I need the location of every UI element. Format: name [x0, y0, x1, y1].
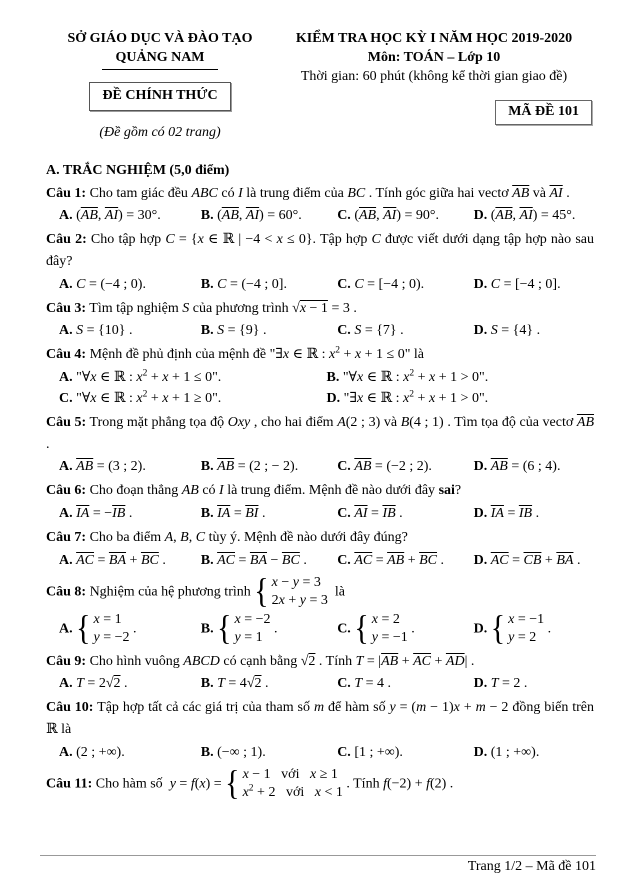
- answer-option-c: C. S = {7} .: [337, 323, 404, 339]
- answer-option-c: C. $\overline{AI} = \overline{IB}$ .: [337, 506, 403, 522]
- question-text: Câu 1: Cho tam giác đều ABC có I là trung điểm của BC . Tính góc giữa hai vectơ $\overline{AB}$ và $\overline{AI}$ .: [46, 185, 570, 201]
- question-block: [46, 344, 594, 409]
- question-label: Câu 7:: [46, 530, 87, 546]
- exam-code-box: MÃ ĐỀ 101: [495, 100, 592, 125]
- option-key: A.: [59, 621, 73, 637]
- option-key: D.: [473, 323, 488, 339]
- exam-subject: Môn: TOÁN – Lớp 10: [367, 49, 501, 65]
- page-footer: [40, 855, 596, 875]
- answer-option-d: D. S = {4} .: [473, 323, 541, 339]
- question-text: Câu 6: Cho đoạn thẳng AB có I là trung điểm. Mệnh đề nào dưới đây sai?: [46, 483, 462, 499]
- option-key: B.: [200, 323, 214, 339]
- question-label: Câu 4:: [46, 347, 87, 363]
- option-key: D.: [473, 506, 488, 522]
- question-label: Câu 3:: [46, 300, 87, 316]
- answer-option-c: C. "∀x ∈ ℝ : $x^2 + x + 1 \ge 0$".: [59, 389, 222, 406]
- answer-options: [46, 320, 594, 341]
- exam-duration: Thời gian: 60 phút (không kể thời gian giao đề): [300, 68, 568, 84]
- question-block: [46, 697, 594, 762]
- answer-options: [46, 456, 594, 477]
- option-key: A.: [59, 676, 73, 692]
- option-key: C.: [337, 621, 351, 637]
- answer-option-b: B. "∀x ∈ ℝ : $x^2 + x + 1 > 0$".: [326, 368, 489, 385]
- answer-options: [46, 673, 594, 694]
- option-key: D.: [473, 744, 488, 760]
- issuer-province: QUẢNG NAM: [102, 49, 217, 70]
- question-block: [46, 183, 594, 227]
- question-text: Câu 7: Cho ba điểm A, B, C tùy ý. Mệnh đề nào dưới đây đúng?: [46, 530, 408, 546]
- option-key: D.: [326, 391, 341, 406]
- answer-option-b: B. S = {9} .: [200, 323, 267, 339]
- answer-option-d: D. T = 2 .: [473, 676, 528, 692]
- option-key: C.: [59, 391, 73, 406]
- option-key: D.: [473, 621, 488, 637]
- question-label: Câu 8:: [46, 584, 87, 600]
- answer-option-c: C. $\overline{AB} = (-2$ ; 2).: [337, 459, 432, 475]
- answer-option-a: A. { x = 1 y = −2 .: [59, 609, 137, 648]
- option-key: D.: [473, 552, 488, 568]
- option-key: C.: [337, 552, 351, 568]
- option-key: B.: [200, 506, 214, 522]
- answer-option-a: A. ($\overline{AB}$, $\overline{AI}) = 30^\circ$.: [59, 208, 161, 224]
- option-key: D.: [473, 676, 488, 692]
- answer-option-a: A. S = {10} .: [59, 323, 133, 339]
- answer-option-d: D. "∃x ∈ ℝ : $x^2 + x + 1 > 0$".: [326, 389, 489, 406]
- answer-option-c: C. [1 ; +∞).: [337, 744, 403, 760]
- answer-option-d: D. C = [−4 ; 0].: [473, 276, 561, 292]
- option-key: C.: [337, 676, 351, 692]
- question-label: Câu 6:: [46, 483, 87, 499]
- answer-option-b: B. $\overline{IA} = \overline{BI}$ .: [200, 506, 266, 522]
- answer-option-d: D. $\overline{AC} = \overline{CB} + \overline{BA}$ .: [473, 552, 581, 568]
- question-label: Câu 9:: [46, 653, 87, 669]
- option-key: A.: [59, 276, 73, 292]
- answer-option-d: D. { x = −1 y = 2 .: [473, 609, 552, 648]
- option-key: D.: [473, 208, 488, 224]
- answer-options: [46, 550, 594, 571]
- issuer-block: [46, 30, 274, 143]
- answer-options: [46, 367, 594, 409]
- answer-options: [46, 742, 594, 763]
- answer-options: [46, 205, 594, 226]
- option-key: A.: [59, 459, 73, 475]
- option-key: B.: [200, 276, 214, 292]
- question-block: [46, 651, 594, 695]
- page-number: Trang 1/2 – Mã đề 101: [467, 859, 596, 874]
- answer-option-c: C. ($\overline{AB}$, $\overline{AI}) = 90^\circ$.: [337, 208, 439, 224]
- question-text: Câu 8: Nghiệm của hệ phương trình { x − y = 3 2x + y = 3 là: [46, 572, 346, 611]
- option-key: A.: [59, 506, 73, 522]
- option-key: A.: [59, 744, 73, 760]
- answer-option-a: A. T = 2√2 .: [59, 676, 128, 692]
- question-block: [46, 574, 594, 648]
- option-key: C.: [337, 208, 351, 224]
- issuer-name: SỞ GIÁO DỤC VÀ ĐÀO TẠO: [67, 31, 253, 46]
- answer-option-a: A. $\overline{AC} = \overline{BA} + \overline{BC}$ .: [59, 552, 166, 568]
- page-count-note: (Đề gồm có 02 trang): [99, 124, 221, 140]
- answer-option-a: A. $\overline{IA} = -\overline{IB}$ .: [59, 506, 133, 522]
- question-block: [46, 412, 594, 477]
- question-text: Câu 11: Cho hàm số y = f(x) = { x − 1 với x ≥ 1 $x^2 + 2$ với x < 1 . Tính f(−2) + f(2) .: [46, 764, 454, 803]
- answer-option-b: B. C = (−4 ; 0].: [200, 276, 287, 292]
- answer-option-b: B. T = 4√2 .: [200, 676, 269, 692]
- answer-option-d: D. ($\overline{AB}$, $\overline{AI}) = 45^\circ$.: [473, 208, 576, 224]
- option-key: B.: [200, 552, 214, 568]
- answer-option-c: C. { x = 2 y = −1 .: [337, 609, 415, 648]
- answer-option-d: D. $\overline{IA} = \overline{IB}$ .: [473, 506, 540, 522]
- exam-title-block: [274, 30, 594, 143]
- question-text: Câu 4: Mệnh đề phủ định của mệnh đề "∃x ∈ ℝ : $x^2 + x + 1 \le 0$" là: [46, 345, 425, 363]
- option-key: A.: [59, 552, 73, 568]
- question-text: Câu 10: Tập hợp tất cả các giá trị của tham số m để hàm số y = (m − 1)x + m − 2 đồng biến trên ℝ là: [46, 700, 595, 737]
- answer-option-b: B. $\overline{AB} = (2$ ; − 2).: [200, 459, 299, 475]
- question-block: [46, 229, 594, 294]
- answer-options: [46, 274, 594, 295]
- answer-option-d: D. $\overline{AB} = (6$ ; 4).: [473, 459, 561, 475]
- answer-options: [46, 503, 594, 524]
- question-text: Câu 3: Tìm tập nghiệm S của phương trình √x − 1 = 3 .: [46, 300, 357, 316]
- option-key: C.: [337, 459, 351, 475]
- option-key: C.: [337, 276, 351, 292]
- answer-option-a: A. "∀x ∈ ℝ : $x^2 + x + 1 \le 0$".: [59, 368, 222, 385]
- option-key: C.: [337, 323, 351, 339]
- question-label: Câu 1:: [46, 185, 87, 201]
- section-title: A. TRẮC NGHIỆM (5,0 điểm): [46, 162, 230, 178]
- question-text: Câu 2: Cho tập hợp C = {x ∈ ℝ | −4 < x ≤ 0}. Tập hợp C được viết dưới dạng tập hợp nào sau đây?: [46, 232, 594, 269]
- exam-header: [46, 30, 594, 143]
- answer-option-c: C. C = [−4 ; 0).: [337, 276, 425, 292]
- option-key: D.: [473, 459, 488, 475]
- answer-option-d: D. (1 ; +∞).: [473, 744, 540, 760]
- option-key: A.: [59, 323, 73, 339]
- question-text: Câu 5: Trong mặt phẳng tọa độ Oxy , cho hai điểm A(2 ; 3) và B(4 ; 1) . Tìm tọa độ của vectơ $\overline{AB}$ .: [46, 415, 595, 452]
- question-label: Câu 2:: [46, 232, 87, 248]
- option-key: C.: [337, 506, 351, 522]
- option-key: A.: [59, 208, 73, 224]
- option-key: B.: [200, 621, 214, 637]
- question-block: [46, 480, 594, 524]
- answer-option-a: A. (2 ; +∞).: [59, 744, 125, 760]
- question-block: [46, 527, 594, 571]
- option-key: D.: [473, 276, 488, 292]
- question-text: Câu 9: Cho hình vuông ABCD có cạnh bằng √2 . Tính $T = |\overline{AB} + \overline{AC} + \overline{AD}|$ .: [46, 653, 475, 669]
- option-key: C.: [337, 744, 351, 760]
- question-label: Câu 11:: [46, 775, 93, 791]
- option-key: B.: [200, 744, 214, 760]
- answer-option-b: B. (−∞ ; 1).: [200, 744, 266, 760]
- option-key: B.: [200, 676, 214, 692]
- answer-option-c: C. $\overline{AC} = \overline{AB} + \overline{BC}$ .: [337, 552, 445, 568]
- question-block: [46, 298, 594, 342]
- answer-option-c: C. T = 4 .: [337, 676, 392, 692]
- answer-option-a: A. C = (−4 ; 0).: [59, 276, 146, 292]
- questions-list: [46, 183, 594, 802]
- question-label: Câu 10:: [46, 700, 94, 716]
- option-key: B.: [326, 370, 340, 385]
- answer-option-a: A. $\overline{AB} = (3$ ; 2).: [59, 459, 146, 475]
- answer-option-b: B. ($\overline{AB}$, $\overline{AI}) = 60^\circ$.: [200, 208, 302, 224]
- option-key: A.: [59, 370, 73, 385]
- question-label: Câu 5:: [46, 415, 87, 430]
- answer-option-b: B. { x = −2 y = 1 .: [200, 609, 278, 648]
- answer-option-b: B. $\overline{AC} = \overline{BA} - \overline{BC}$ .: [200, 552, 307, 568]
- answer-options: [46, 611, 594, 647]
- exam-title: KIỂM TRA HỌC KỲ I NĂM HỌC 2019-2020: [295, 31, 573, 46]
- official-exam-box: ĐỀ CHÍNH THỨC: [89, 82, 230, 111]
- option-key: B.: [200, 459, 214, 475]
- option-key: B.: [200, 208, 214, 224]
- question-block: [46, 766, 594, 802]
